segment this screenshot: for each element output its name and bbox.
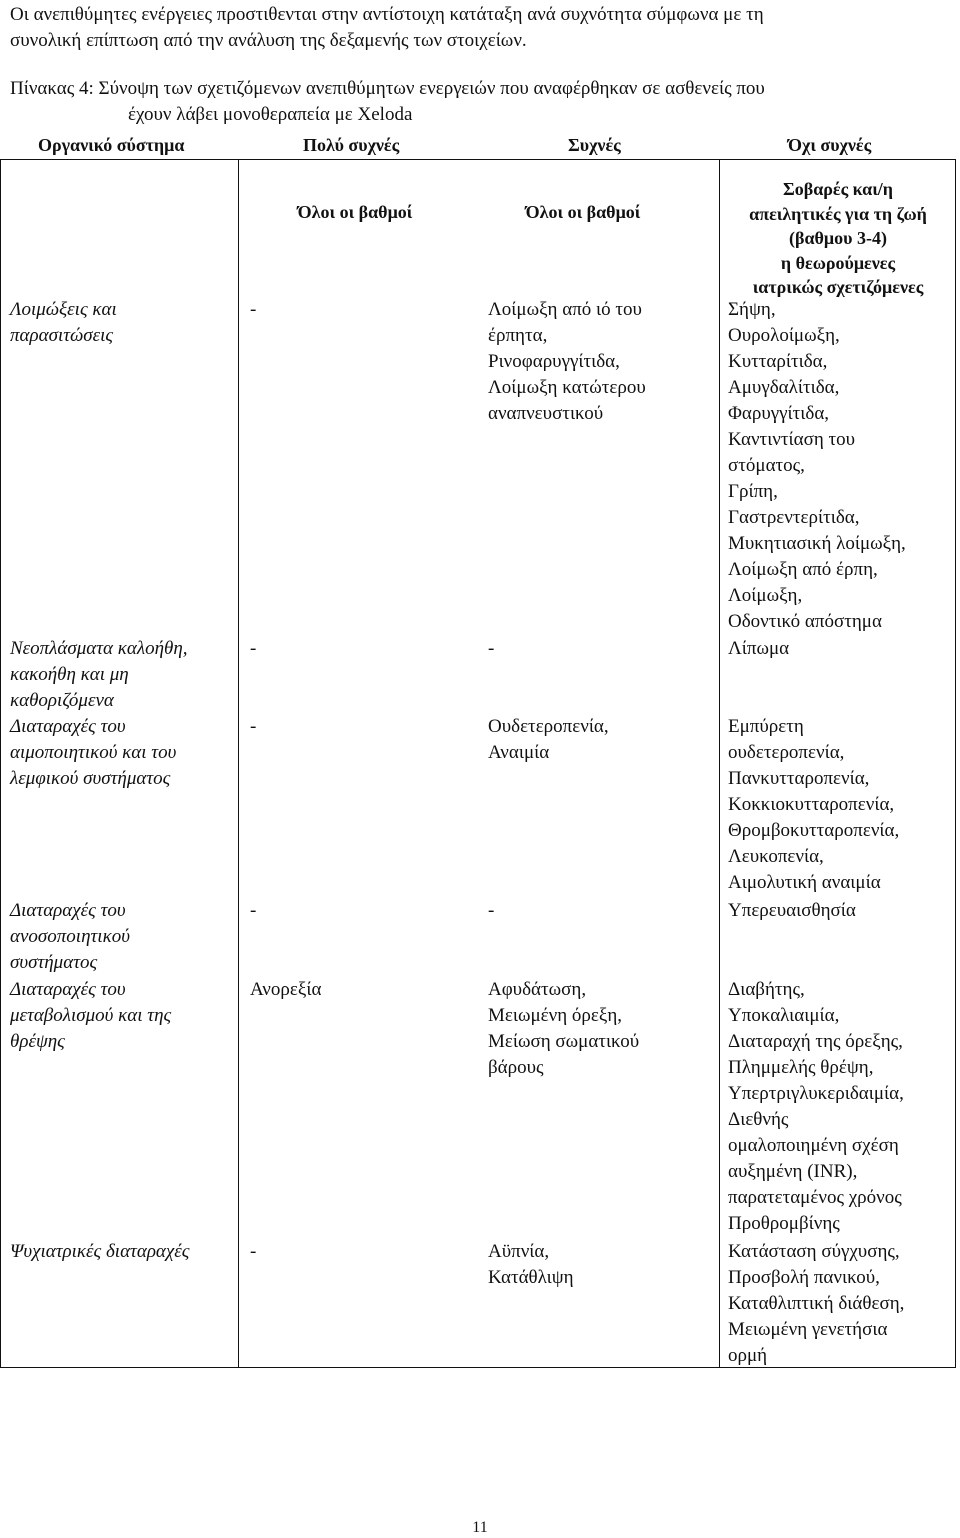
cell-line: Διαβήτης, xyxy=(728,979,805,1000)
cell-line: Διαταραχή της όρεξης, xyxy=(728,1031,903,1052)
cell-common xyxy=(488,977,713,1081)
cell-line: Αναιμία xyxy=(488,742,550,763)
subheader-line: ιατρικώς σχετιζόμενες xyxy=(752,277,924,297)
cell-line: Πανκυτταροπενία, xyxy=(728,768,870,789)
cell-very-common xyxy=(250,977,480,1003)
cell-line: Μειωμένη γενετήσια xyxy=(728,1319,888,1340)
cell-line: ομαλοποιημένη σχέση xyxy=(728,1135,899,1156)
cell-organ-system xyxy=(10,297,235,349)
cell-very-common xyxy=(250,1239,480,1265)
cell-line: μεταβολισμού και της xyxy=(10,1005,172,1026)
cell-line: Θρομβοκυτταροπενία, xyxy=(728,820,900,841)
cell-line: Οδοντικό απόστημα xyxy=(728,611,882,632)
cell-line: Διαταραχές του xyxy=(10,979,126,1000)
cell-line: Φαρυγγίτιδα, xyxy=(728,403,830,424)
page-number: 11 xyxy=(472,1519,488,1536)
cell-line: Γρίπη, xyxy=(728,481,778,502)
cell-line: Κατάθλιψη xyxy=(488,1267,574,1288)
cell-line: λεμφικού συστήματος xyxy=(10,768,171,789)
header-organ-system: Οργανικό σύστημα xyxy=(38,135,185,155)
cell-line: παρασιτώσεις xyxy=(10,325,114,346)
cell-organ-system xyxy=(10,636,235,714)
cell-line: - xyxy=(250,299,257,320)
cell-line: κακοήθη και μη xyxy=(10,664,129,685)
cell-uncommon xyxy=(728,898,956,924)
caption-line: έχουν λάβει μονοθεραπεία με Xeloda xyxy=(128,104,413,125)
cell-line: Αφυδάτωση, xyxy=(488,979,587,1000)
subheader-line: η θεωρούμενες xyxy=(780,252,896,273)
cell-uncommon xyxy=(728,636,956,662)
cell-line: Κατάσταση σύγχυσης, xyxy=(728,1241,900,1262)
cell-line: - xyxy=(488,638,495,659)
cell-line: Σήψη, xyxy=(728,299,776,320)
cell-line: Μείωση σωματικού xyxy=(488,1031,640,1052)
cell-line: Νεοπλάσματα καλοήθη, xyxy=(10,638,188,659)
cell-line: Καταθλιπτική διάθεση, xyxy=(728,1293,905,1314)
cell-line: - xyxy=(250,638,257,659)
intro-line: συνολική επίπτωση από την ανάλυση της δεξαμενής των στοιχείων. xyxy=(10,30,527,51)
cell-line: στόματος, xyxy=(728,455,805,476)
cell-very-common xyxy=(250,714,480,740)
cell-line: Λευκοπενία, xyxy=(728,846,824,867)
subheader-very-common: Όλοι οι βαθμοί xyxy=(297,202,413,222)
subheader-uncommon xyxy=(720,177,956,300)
cell-line: Κοκκιοκυτταροπενία, xyxy=(728,794,895,815)
cell-line: Διαταραχές του xyxy=(10,716,126,737)
cell-line: ορμή xyxy=(728,1345,768,1366)
cell-uncommon xyxy=(728,977,956,1237)
cell-organ-system xyxy=(10,714,235,792)
cell-line: - xyxy=(250,1241,257,1262)
cell-common xyxy=(488,898,713,924)
cell-line: αυξημένη (INR), xyxy=(728,1161,858,1182)
cell-line: συστήματος xyxy=(10,952,98,973)
intro-line: Οι ανεπιθύμητες ενέργειες προστιθενται στην αντίστοιχη κατάταξη ανά συχνότητα σύμφωνα με τη xyxy=(10,4,764,25)
header-uncommon: Όχι συχνές xyxy=(788,135,872,155)
subheader-line: Σοβαρές και/η xyxy=(782,179,894,199)
cell-organ-system xyxy=(10,1239,235,1265)
cell-line: Ουδετεροπενία, xyxy=(488,716,609,737)
cell-line: Υπερτριγλυκεριδαιμία, xyxy=(728,1083,904,1104)
cell-line: Πλημμελής θρέψη, xyxy=(728,1057,874,1078)
caption-line: Πίνακας 4: Σύνοψη των σχετιζόμενων ανεπιθύμητων ενεργειών που αναφέρθηκαν σε ασθενείς που xyxy=(10,78,765,99)
cell-uncommon xyxy=(728,297,956,635)
cell-line: ουδετεροπενία, xyxy=(728,742,845,763)
header-very-common: Πολύ συχνές xyxy=(303,135,400,155)
cell-uncommon xyxy=(728,714,956,896)
cell-line: - xyxy=(488,900,495,921)
cell-line: - xyxy=(250,900,257,921)
cell-line: Ψυχιατρικές διαταραχές xyxy=(10,1241,190,1262)
cell-line: Αμυγδαλίτιδα, xyxy=(728,377,840,398)
intro-paragraph xyxy=(10,2,950,54)
cell-line: Λοιμώξεις και xyxy=(10,299,117,320)
cell-line: Καντιντίαση του xyxy=(728,429,856,450)
cell-very-common xyxy=(250,898,480,924)
cell-line: παρατεταμένος χρόνος xyxy=(728,1187,902,1208)
cell-very-common xyxy=(250,636,480,662)
cell-line: Μειωμένη όρεξη, xyxy=(488,1005,623,1026)
cell-line: - xyxy=(250,716,257,737)
cell-line: βάρους xyxy=(488,1057,544,1078)
cell-line: Λοίμωξη από έρπη, xyxy=(728,559,878,580)
cell-line: Ανορεξία xyxy=(250,979,322,1000)
cell-line: καθοριζόμενα xyxy=(10,690,114,711)
cell-uncommon xyxy=(728,1239,956,1369)
cell-line: Λοίμωξη από ιό του xyxy=(488,299,642,320)
cell-line: ανοσοποιητικού xyxy=(10,926,130,947)
cell-common xyxy=(488,636,713,662)
cell-organ-system xyxy=(10,898,235,976)
cell-line: Αιμολυτική αναιμία xyxy=(728,872,881,893)
cell-common xyxy=(488,714,713,766)
subheader-line: απειλητικές για τη ζωή xyxy=(749,203,927,224)
cell-line: Λοίμωξη, xyxy=(728,585,803,606)
cell-common xyxy=(488,1239,713,1291)
cell-line: Διαταραχές του xyxy=(10,900,126,921)
header-common: Συχνές xyxy=(568,135,621,155)
column-divider xyxy=(238,160,239,1367)
cell-line: θρέψης xyxy=(10,1031,65,1052)
cell-line: Μυκητιασική λοίμωξη, xyxy=(728,533,906,554)
cell-line: Διεθνής xyxy=(728,1109,789,1130)
cell-line: Ρινοφαρυγγίτιδα, xyxy=(488,351,620,372)
cell-line: Λίπωμα xyxy=(728,638,790,659)
table-header-row xyxy=(0,133,960,157)
cell-line: Κυτταρίτιδα, xyxy=(728,351,828,372)
table-caption xyxy=(10,76,950,128)
cell-line: Υπερευαισθησία xyxy=(728,900,856,921)
cell-organ-system xyxy=(10,977,235,1055)
cell-line: Προθρομβίνης xyxy=(728,1213,840,1234)
cell-line: Προσβολή πανικού, xyxy=(728,1267,880,1288)
column-divider xyxy=(719,160,720,1367)
cell-line: αναπνευστικού xyxy=(488,403,604,424)
cell-common xyxy=(488,297,713,427)
cell-line: Γαστρεντερίτιδα, xyxy=(728,507,860,528)
cell-line: Αϋπνία, xyxy=(488,1241,550,1262)
cell-line: αιμοποιητικού και του xyxy=(10,742,177,763)
subheader-line: (βαθμου 3-4) xyxy=(789,228,887,248)
cell-line: Λοίμωξη κατώτερου xyxy=(488,377,646,398)
subheader-common: Όλοι οι βαθμοί xyxy=(525,202,641,222)
cell-very-common xyxy=(250,297,480,323)
cell-line: Υποκαλιαιμία, xyxy=(728,1005,840,1026)
cell-line: έρπητα, xyxy=(488,325,548,346)
cell-line: Ουρολοίμωξη, xyxy=(728,325,840,346)
cell-line: Εμπύρετη xyxy=(728,716,804,737)
